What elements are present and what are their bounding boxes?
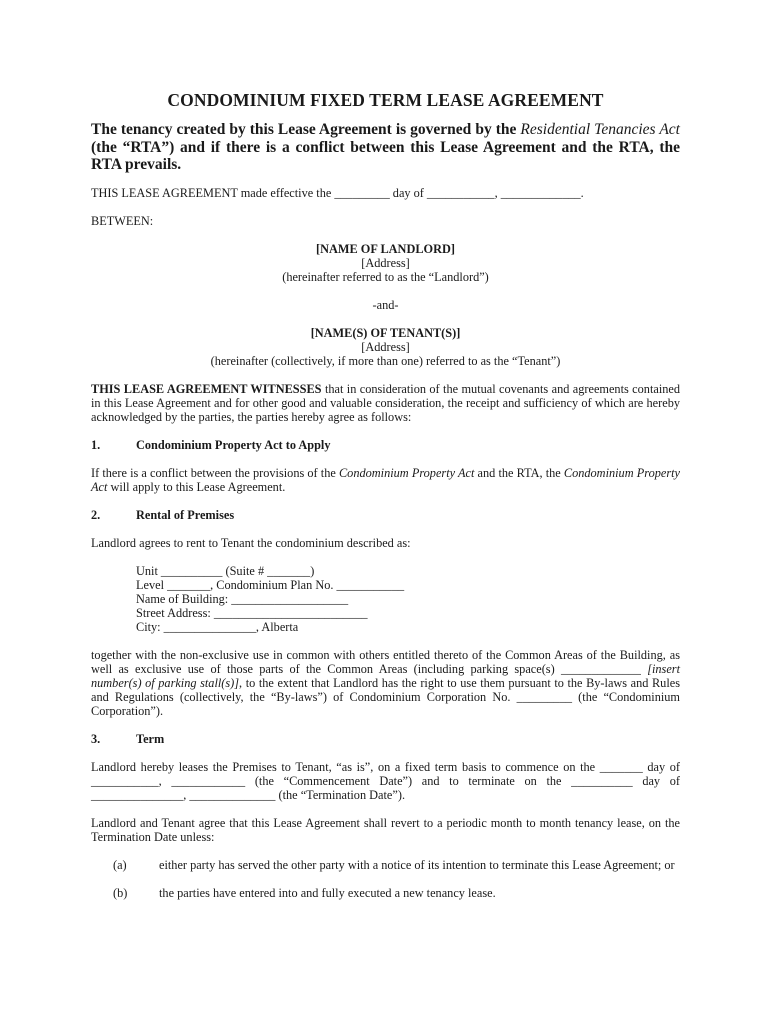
- s2-text-a: together with the non-exclusive use in common with others entitled thereto of the Common Areas of the Building, as well as exclusive use of those parts of the Common Areas (including parking space(s) _____________: [91, 647, 680, 676]
- witnesses-text: that in consideration of the mutual covenants and agreements contained in this Lease Agreement and for other good and valuable consideration, the receipt and sufficiency of which are hereby acknowledged by the parties, the parties hereby agree as follows:: [91, 381, 680, 424]
- and-separator: -and-: [372, 297, 399, 312]
- landlord-ref: (hereinafter referred to as the “Landlord”): [282, 269, 489, 284]
- act-name: Residential Tenancies Act: [520, 121, 680, 138]
- building-line: Name of Building: ___________________: [136, 591, 349, 606]
- section-number: 2.: [91, 507, 101, 522]
- section-2-heading: [91, 508, 680, 522]
- list-item-label: (a): [113, 857, 127, 872]
- document-title: CONDOMINIUM FIXED TERM LEASE AGREEMENT: [167, 90, 604, 110]
- street-line: Street Address: _________________________: [136, 605, 368, 620]
- section-1-text: [91, 466, 680, 494]
- common-areas-paragraph: [91, 648, 680, 718]
- section-1-heading: [91, 438, 680, 452]
- tenant-address: [Address]: [361, 339, 410, 354]
- s1-text-c: will apply to this Lease Agreement.: [107, 479, 286, 494]
- s2-parking-note: [insert number(s) of parking stall(s)]: [91, 661, 680, 690]
- effective-line: THIS LEASE AGREEMENT made effective the _________ day of ___________, _____________.: [91, 185, 584, 200]
- tenant-block: [91, 326, 680, 368]
- landlord-address: [Address]: [361, 255, 410, 270]
- unit-line: Unit __________ (Suite # _______): [136, 563, 315, 578]
- list-item: [91, 886, 680, 900]
- section-2-intro: Landlord agrees to rent to Tenant the condominium described as:: [91, 535, 411, 550]
- s1-act-a: Condominium Property Act: [338, 465, 475, 480]
- landlord-block: [91, 242, 680, 284]
- governing-text: The tenancy created by this Lease Agreement is governed by the: [91, 121, 521, 138]
- city-line: City: _______________, Alberta: [136, 619, 299, 634]
- s1-text-b: and the RTA, the: [474, 465, 564, 480]
- governing-law-notice: [91, 121, 680, 174]
- section-title: Term: [136, 731, 165, 746]
- section-title: Rental of Premises: [136, 507, 235, 522]
- list-item: [91, 858, 680, 872]
- list-item-text: the parties have entered into and fully executed a new tenancy lease.: [159, 885, 496, 900]
- premises-description: [91, 564, 680, 634]
- witnesses-paragraph: [91, 382, 680, 424]
- list-item-label: (b): [113, 885, 128, 900]
- s2-text-b: , to the extent that Landlord has the right to use them pursuant to the By-laws and Rules and Regulations (collectively, the “By-laws”) of Condominium Corporation No. _________ (the “Condominium Corporation”).: [91, 675, 680, 718]
- section-title: Condominium Property Act to Apply: [136, 437, 331, 452]
- section-number: 3.: [91, 731, 101, 746]
- tenant-name: [NAME(S) OF TENANT(S)]: [310, 325, 461, 340]
- s1-act-b: Condominium Property Act: [91, 465, 680, 494]
- witnesses-bold: THIS LEASE AGREEMENT WITNESSES: [91, 381, 322, 396]
- governing-text-cont: (the “RTA”) and if there is a conflict between this Lease Agreement and the RTA, the RTA prevails.: [91, 138, 680, 173]
- s1-text-a: If there is a conflict between the provisions of the: [91, 465, 339, 480]
- revert-paragraph: Landlord and Tenant agree that this Lease Agreement shall revert to a periodic month to month tenancy lease, on the Termination Date unless:: [91, 815, 680, 844]
- section-number: 1.: [91, 437, 101, 452]
- section-3-heading: [91, 732, 680, 746]
- list-item-text: either party has served the other party with a notice of its intention to terminate this Lease Agreement; or: [159, 857, 675, 872]
- landlord-name: [NAME OF LANDLORD]: [316, 241, 455, 256]
- tenant-ref: (hereinafter (collectively, if more than one) referred to as the “Tenant”): [210, 353, 561, 368]
- term-paragraph: Landlord hereby leases the Premises to Tenant, “as is”, on a fixed term basis to commence on the _______ day of ___________, ____________ (the “Commencement Date”) and to terminate on the __________ day of _______________, ______________ (the “Termination Date”).: [91, 759, 680, 802]
- between-label: BETWEEN:: [91, 213, 154, 228]
- level-line: Level _______, Condominium Plan No. ___________: [136, 577, 405, 592]
